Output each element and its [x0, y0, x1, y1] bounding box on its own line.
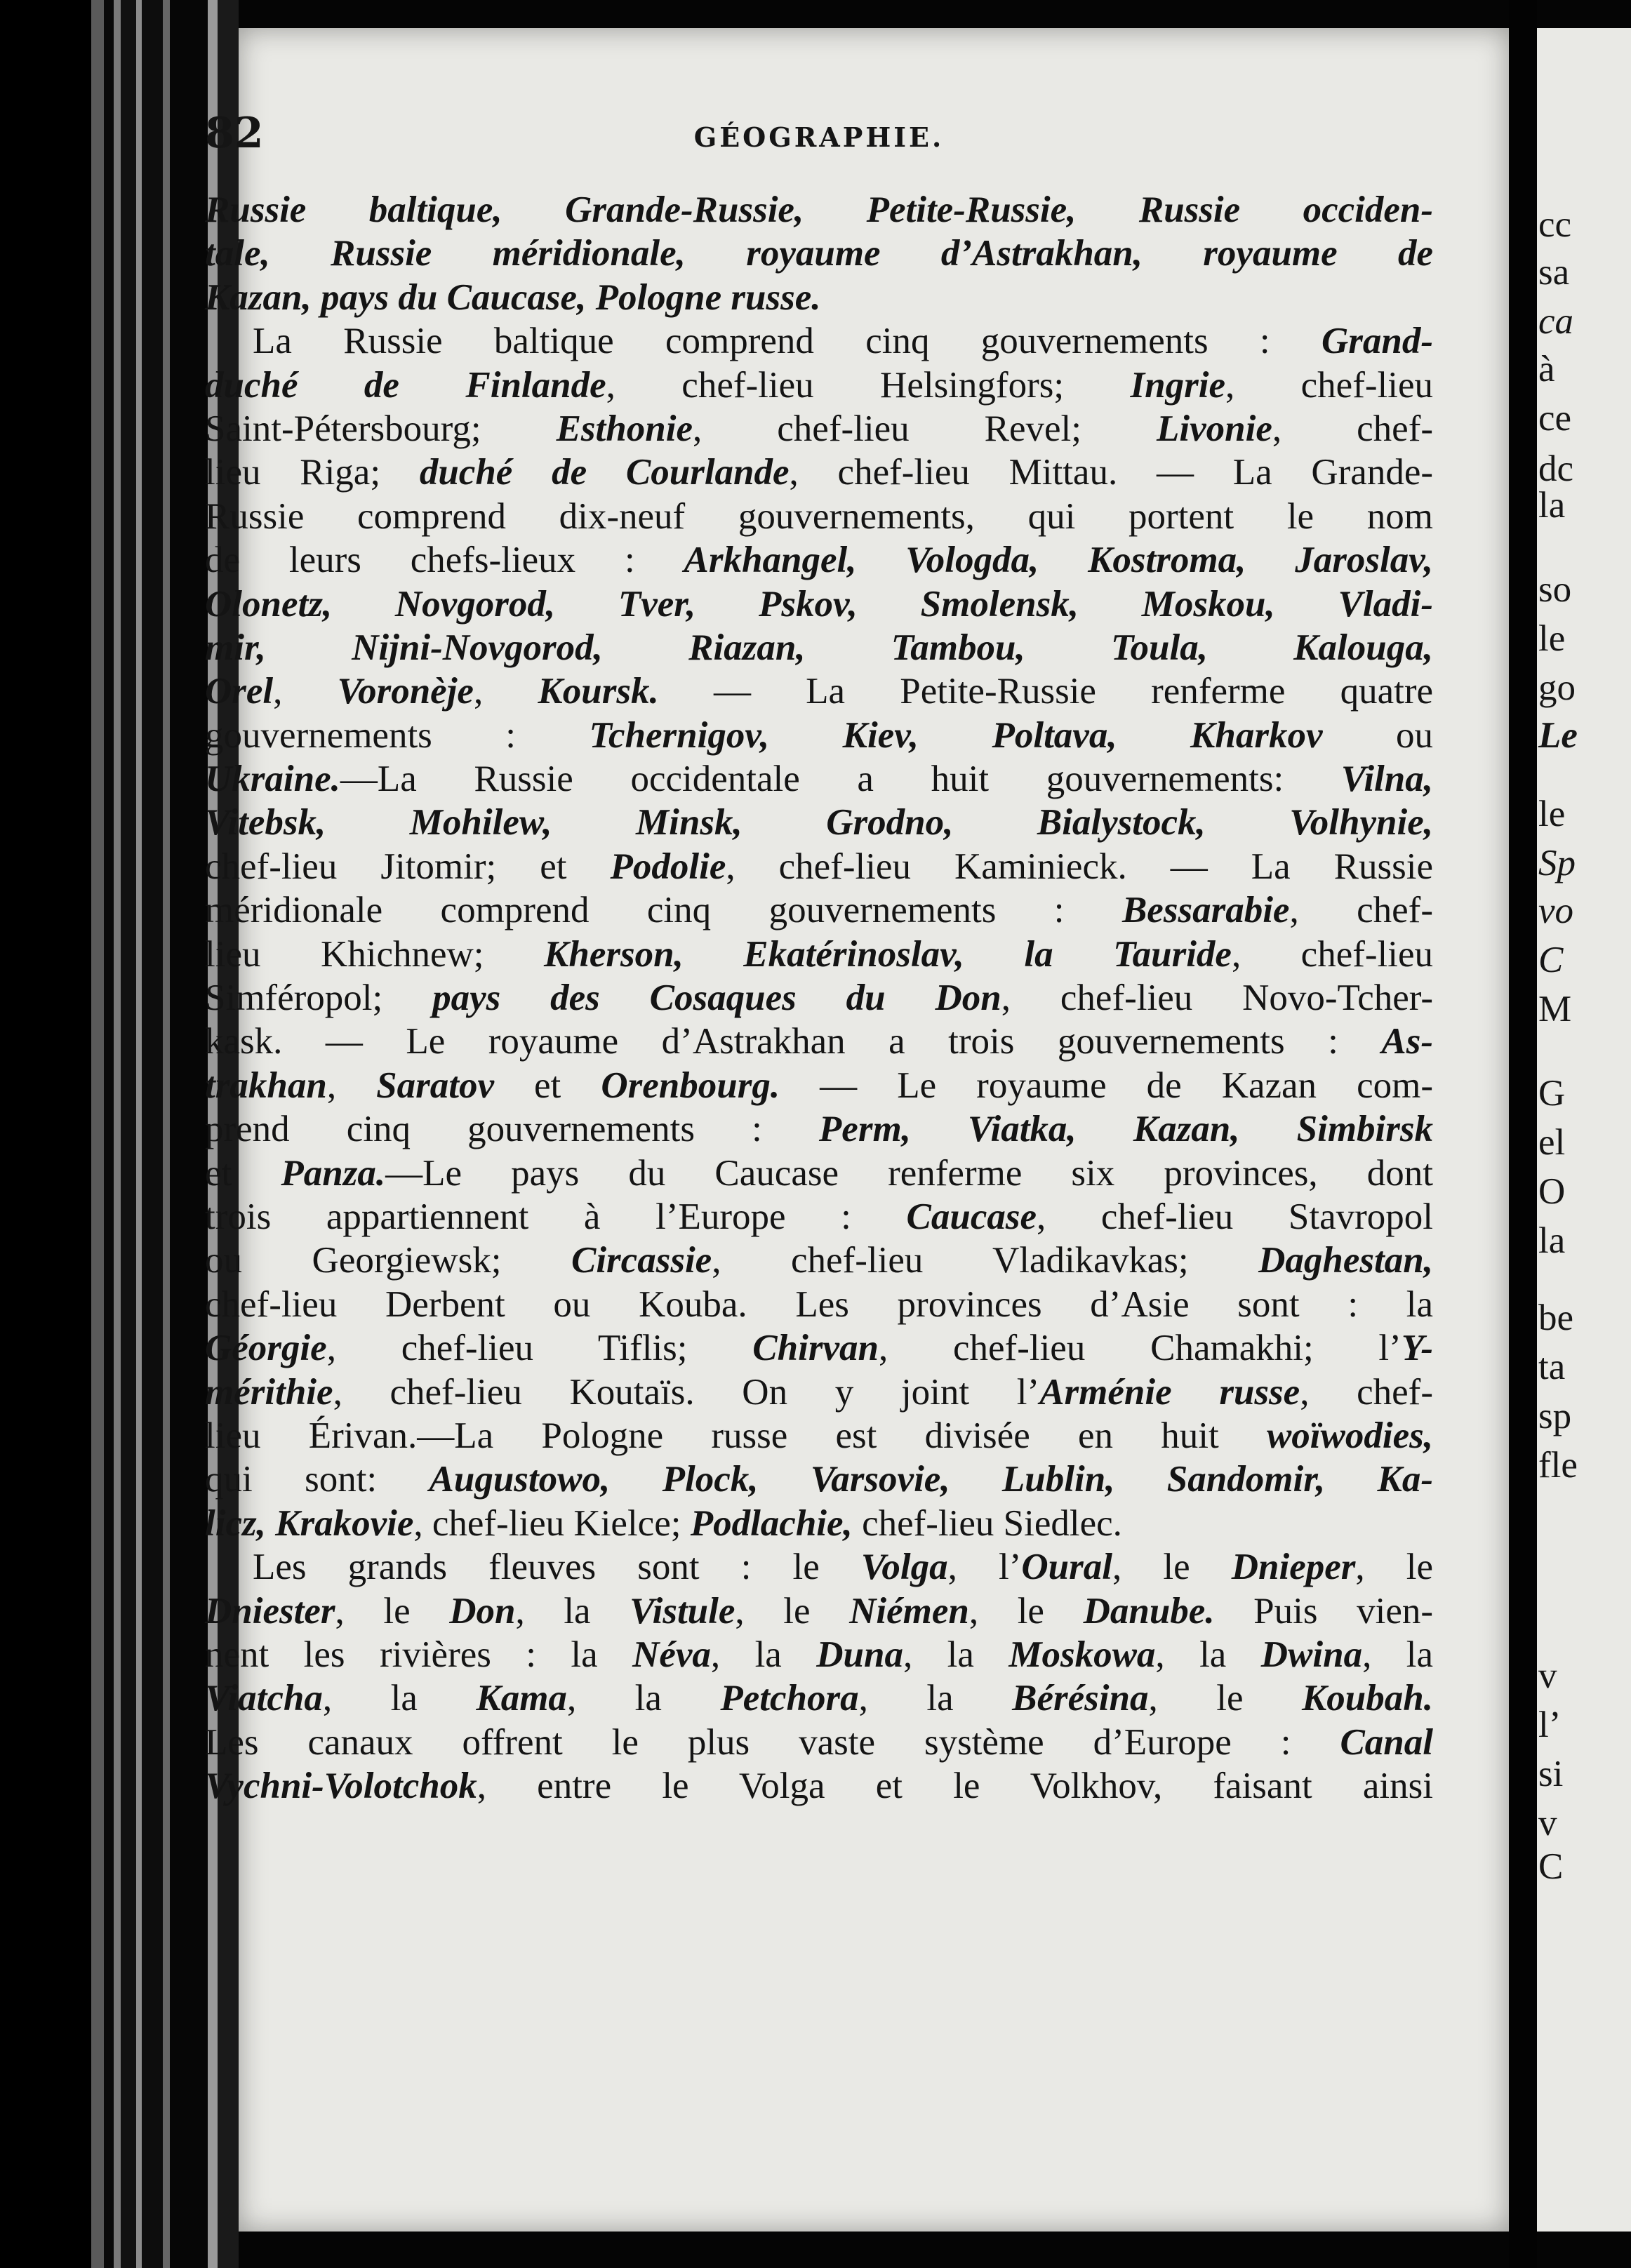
text-run: et [205, 1152, 281, 1194]
text-run: , chef-lieu Kaminieck. — La Russie [726, 846, 1433, 887]
text-run: , la [515, 1590, 630, 1632]
text-line [205, 1589, 1433, 1633]
binding-edge [0, 0, 239, 2268]
text-run: chef-lieu Derbent ou Kouba. Les provinces d’Asie sont : la [205, 1283, 1433, 1325]
text-run: , le [968, 1590, 1084, 1632]
emphasized-text: Bessarabie [1121, 890, 1290, 931]
text-line [205, 363, 1433, 407]
emphasized-text: Podolie [610, 846, 726, 887]
emphasized-text: Augustowo, Plock, Varsovie, Lublin, Sandomir, Ka- [429, 1459, 1433, 1500]
text-line [205, 1721, 1433, 1764]
emphasized-text: Vychni-Volotchok [205, 1766, 477, 1807]
text-run: qui sont: [205, 1459, 430, 1500]
emphasized-text: Bérésina [1012, 1678, 1149, 1719]
text-run: , chef- [1289, 890, 1433, 931]
emphasized-text: Perm, Viatka, Kazan, Simbirsk [818, 1109, 1434, 1150]
emphasized-text: Dwina [1260, 1634, 1363, 1675]
emphasized-text: Orenbourg. [601, 1065, 780, 1106]
text-line [205, 714, 1433, 757]
emphasized-text: Néva [632, 1634, 711, 1675]
text-run: , chef-lieu [1225, 364, 1433, 406]
emphasized-text: duché de Finlande [205, 364, 606, 406]
text-run: chef-lieu Jitomir; et [205, 846, 611, 887]
text-run: , l’ [947, 1547, 1022, 1588]
text-line [205, 1633, 1433, 1676]
text-run: , chef-lieu Vladikavkas; [712, 1240, 1259, 1281]
emphasized-text: Koursk. [538, 671, 659, 712]
facing-page-fragment: cc [1538, 204, 1572, 245]
emphasized-text: trakhan [205, 1065, 327, 1106]
text-run: , la [322, 1678, 477, 1719]
facing-page-fragment: sa [1538, 252, 1570, 293]
facing-page-fragment: ca [1538, 301, 1574, 342]
emphasized-text: Grand- [1321, 321, 1433, 362]
text-run: kask. — Le royaume d’Astrakhan a trois gouvernements : [205, 1021, 1382, 1062]
emphasized-text: Arkhangel, Vologda, Kostroma, Jaroslav, [684, 540, 1433, 581]
text-run: — La Petite-Russie renferme quatre [658, 671, 1434, 712]
text-run: , chef-lieu Helsingfors; [606, 364, 1131, 406]
text-line [205, 1545, 1433, 1589]
text-line [205, 1239, 1433, 1282]
text-run: gouvernements : [205, 714, 590, 756]
facing-page-fragment: fle [1538, 1445, 1578, 1486]
emphasized-text: Canal [1340, 1721, 1433, 1763]
emphasized-text: Olonetz, Novgorod, Tver, Pskov, Smolensk, Moskou, Vladi- [205, 583, 1433, 625]
emphasized-text: Kherson, Ekatérinoslav, la Tauride [544, 933, 1232, 975]
facing-page-fragment: v [1538, 1803, 1557, 1843]
text-run: nent les rivières : la [205, 1634, 633, 1675]
text-run: , [273, 671, 338, 712]
text-run: méridionale comprend cinq gouvernements : [205, 890, 1122, 931]
text-run: Simféropol; [205, 978, 433, 1019]
emphasized-text: Esthonie [556, 408, 693, 449]
text-run: Les grands fleuves sont : le [253, 1547, 861, 1588]
emphasized-text: Dnieper [1231, 1547, 1356, 1588]
facing-page-fragment: dc [1538, 448, 1574, 489]
text-run: , chef-lieu Koutaïs. On y joint l’ [333, 1371, 1040, 1413]
facing-page-fragment: go [1538, 667, 1576, 708]
facing-page-fragment: Sp [1538, 843, 1576, 883]
body-text [205, 188, 1433, 1808]
facing-page-fragment: O [1538, 1171, 1566, 1212]
emphasized-text: Chirvan [752, 1328, 879, 1369]
facing-page-fragment: so [1538, 569, 1572, 610]
text-run: , [326, 1065, 377, 1106]
text-run: ou [1322, 714, 1433, 756]
facing-page-fragment: v [1538, 1655, 1557, 1696]
emphasized-text: Moskowa [1008, 1634, 1156, 1675]
text-run: Les canaux offrent le plus vaste système d’Europe : [205, 1721, 1340, 1763]
facing-page-fragment: le [1538, 618, 1566, 659]
emphasized-text: Tchernigov, Kiev, Poltava, Kharkov [589, 714, 1323, 756]
facing-page-fragment: ce [1538, 398, 1572, 439]
text-run: prend cinq gouvernements : [205, 1109, 819, 1150]
emphasized-text: Arménie russe [1039, 1371, 1300, 1413]
text-line [205, 1502, 1433, 1545]
facing-page-fragment: be [1538, 1298, 1574, 1338]
text-line [205, 1107, 1433, 1151]
emphasized-text: Ukraine. [205, 759, 340, 800]
text-line [205, 888, 1433, 932]
facing-page-fragment: sp [1538, 1396, 1572, 1436]
facing-page-fragment: Le [1538, 715, 1578, 756]
text-run: , chef-lieu Kielce; [413, 1502, 691, 1544]
text-run: , la [858, 1678, 1013, 1719]
text-line [205, 1195, 1433, 1239]
emphasized-text: tale, Russie méridionale, royaume d’Astrakhan, royaume de [205, 233, 1433, 274]
page-number: 82 [205, 109, 264, 158]
emphasized-text: Caucase [906, 1196, 1037, 1237]
facing-page-fragment: l’ [1538, 1705, 1562, 1745]
facing-page-fragment: ta [1538, 1347, 1566, 1387]
text-run: , chef-lieu Chamakhi; l’ [878, 1328, 1402, 1369]
emphasized-text: As- [1381, 1021, 1433, 1062]
text-run: lieu Riga; [205, 452, 420, 493]
text-run: , entre le Volga et le Volkhov, faisant ainsi [477, 1766, 1433, 1807]
emphasized-text: Viatcha [205, 1678, 323, 1719]
text-run: —Le pays du Caucase renferme six provinces, dont [385, 1152, 1434, 1194]
facing-page-fragment: la [1538, 485, 1566, 526]
text-line [205, 495, 1433, 538]
emphasized-text: Petchora [720, 1678, 859, 1719]
text-line [205, 626, 1433, 669]
text-run: , chef-lieu [1231, 933, 1434, 975]
emphasized-text: Niémen [849, 1590, 969, 1632]
text-run: , chef-lieu Tiflis; [326, 1328, 753, 1369]
emphasized-text: Danube. [1083, 1590, 1215, 1632]
text-run: , chef- [1300, 1371, 1433, 1413]
facing-page-fragment: à [1538, 349, 1555, 389]
facing-page-fragment: M [1538, 989, 1572, 1029]
emphasized-text: Duna [816, 1634, 903, 1675]
text-run: , chef-lieu Novo-Tcher- [1001, 978, 1433, 1019]
text-run: , la [1362, 1634, 1433, 1675]
emphasized-text: Vilna, [1340, 759, 1433, 800]
text-line [205, 188, 1433, 232]
text-run: et [493, 1065, 601, 1106]
text-run: La Russie baltique comprend cinq gouvernements : [253, 321, 1322, 362]
text-line [205, 319, 1433, 363]
emphasized-text: mir, Nijni-Novgorod, Riazan, Tambou, Toula, Kalouga, [205, 627, 1433, 668]
text-run: , la [710, 1634, 817, 1675]
emphasized-text: Kama [476, 1678, 567, 1719]
emphasized-text: Dniester [205, 1590, 335, 1632]
text-run: ou Georgiewsk; [205, 1240, 571, 1281]
emphasized-text: Kazan, pays du Caucase, Pologne russe. [205, 276, 821, 318]
emphasized-text: Y- [1401, 1328, 1433, 1369]
text-line [205, 1676, 1433, 1720]
emphasized-text: Volga [860, 1547, 948, 1588]
text-line [205, 232, 1433, 275]
text-line [205, 1370, 1433, 1414]
text-run: , le [1355, 1547, 1434, 1588]
emphasized-text: Panza. [281, 1152, 386, 1194]
text-run: , chef-lieu Mittau. — La Grande- [789, 452, 1433, 493]
text-run: — Le royaume de Kazan com- [780, 1065, 1434, 1106]
text-run: , le [1148, 1678, 1302, 1719]
emphasized-text: Voronèje [337, 671, 474, 712]
text-run: , chef-lieu Revel; [692, 408, 1157, 449]
text-line [205, 669, 1433, 713]
emphasized-text: Oural [1021, 1547, 1112, 1588]
emphasized-text: woïwodies, [1266, 1415, 1433, 1456]
text-line [205, 1764, 1433, 1808]
emphasized-text: Podlachie, [690, 1502, 853, 1544]
emphasized-text: Russie baltique, Grande-Russie, Petite-Russie, Russie occiden- [205, 189, 1433, 230]
emphasized-text: Livonie [1157, 408, 1272, 449]
emphasized-text: Ingrie [1130, 364, 1225, 406]
text-line [205, 1414, 1433, 1457]
emphasized-text: duché de Courlande [419, 452, 790, 493]
text-line [205, 757, 1433, 801]
emphasized-text: Koubah. [1301, 1678, 1434, 1719]
text-line [205, 1152, 1433, 1195]
page-header [205, 109, 1433, 165]
text-line [205, 1020, 1433, 1063]
facing-page-fragment: le [1538, 794, 1566, 834]
text-run: , la [566, 1678, 721, 1719]
emphasized-text: Orel [205, 671, 274, 712]
facing-page-fragment: la [1538, 1220, 1566, 1261]
facing-page-fragment: C [1538, 1846, 1564, 1887]
emphasized-text: Don [449, 1590, 516, 1632]
facing-page-fragment: si [1538, 1754, 1564, 1794]
text-line [205, 933, 1433, 976]
text-run: , le [735, 1590, 850, 1632]
page-gutter [1509, 0, 1537, 2268]
text-run: chef-lieu Siedlec. [852, 1502, 1122, 1544]
text-line [205, 1064, 1433, 1107]
emphasized-text: Géorgie [205, 1328, 327, 1369]
text-line [205, 1326, 1433, 1370]
emphasized-text: Vitebsk, Mohilew, Minsk, Grodno, Bialystock, Volhynie, [205, 802, 1433, 843]
text-run: Puis vien- [1214, 1590, 1434, 1632]
text-run: lieu Érivan.—La Pologne russe est divisée en huit [205, 1415, 1267, 1456]
text-line [205, 1457, 1433, 1501]
text-line [205, 801, 1433, 844]
text-line [205, 276, 1433, 319]
text-run: trois appartiennent à l’Europe : [205, 1196, 907, 1237]
text-run: Saint-Pétersbourg; [205, 408, 557, 449]
text-run: de leurs chefs-lieux : [205, 540, 684, 581]
emphasized-text: Saratov [376, 1065, 494, 1106]
text-run: , [473, 671, 538, 712]
text-line [205, 845, 1433, 888]
text-run: , chef-lieu Stavropol [1037, 1196, 1433, 1237]
emphasized-text: Daghestan, [1258, 1240, 1433, 1281]
text-run: , la [903, 1634, 1009, 1675]
emphasized-text: mérithie [205, 1371, 333, 1413]
text-run: , chef- [1272, 408, 1433, 449]
emphasized-text: licz, Krakovie [205, 1502, 414, 1544]
text-line [205, 976, 1433, 1020]
emphasized-text: pays des Cosaques du Don [432, 978, 1001, 1019]
emphasized-text: Circassie [571, 1240, 712, 1281]
facing-page-fragment: el [1538, 1122, 1566, 1163]
text-line [205, 582, 1433, 626]
text-run: , la [1155, 1634, 1261, 1675]
text-run: , le [1112, 1547, 1232, 1588]
text-line [205, 1283, 1433, 1326]
text-line [205, 538, 1433, 582]
facing-page-fragment: vo [1538, 890, 1574, 931]
text-line [205, 407, 1433, 451]
text-run: —La Russie occidentale a huit gouvernements: [340, 759, 1341, 800]
facing-page-fragment: G [1538, 1073, 1566, 1114]
text-run: lieu Khichnew; [205, 933, 544, 975]
running-head: GÉOGRAPHIE. [693, 121, 945, 153]
facing-page-fragment: C [1538, 940, 1564, 980]
emphasized-text: Vistule [630, 1590, 735, 1632]
text-line [205, 451, 1433, 494]
text-run: , le [335, 1590, 450, 1632]
text-run: Russie comprend dix-neuf gouvernements, qui portent le nom [205, 495, 1433, 537]
